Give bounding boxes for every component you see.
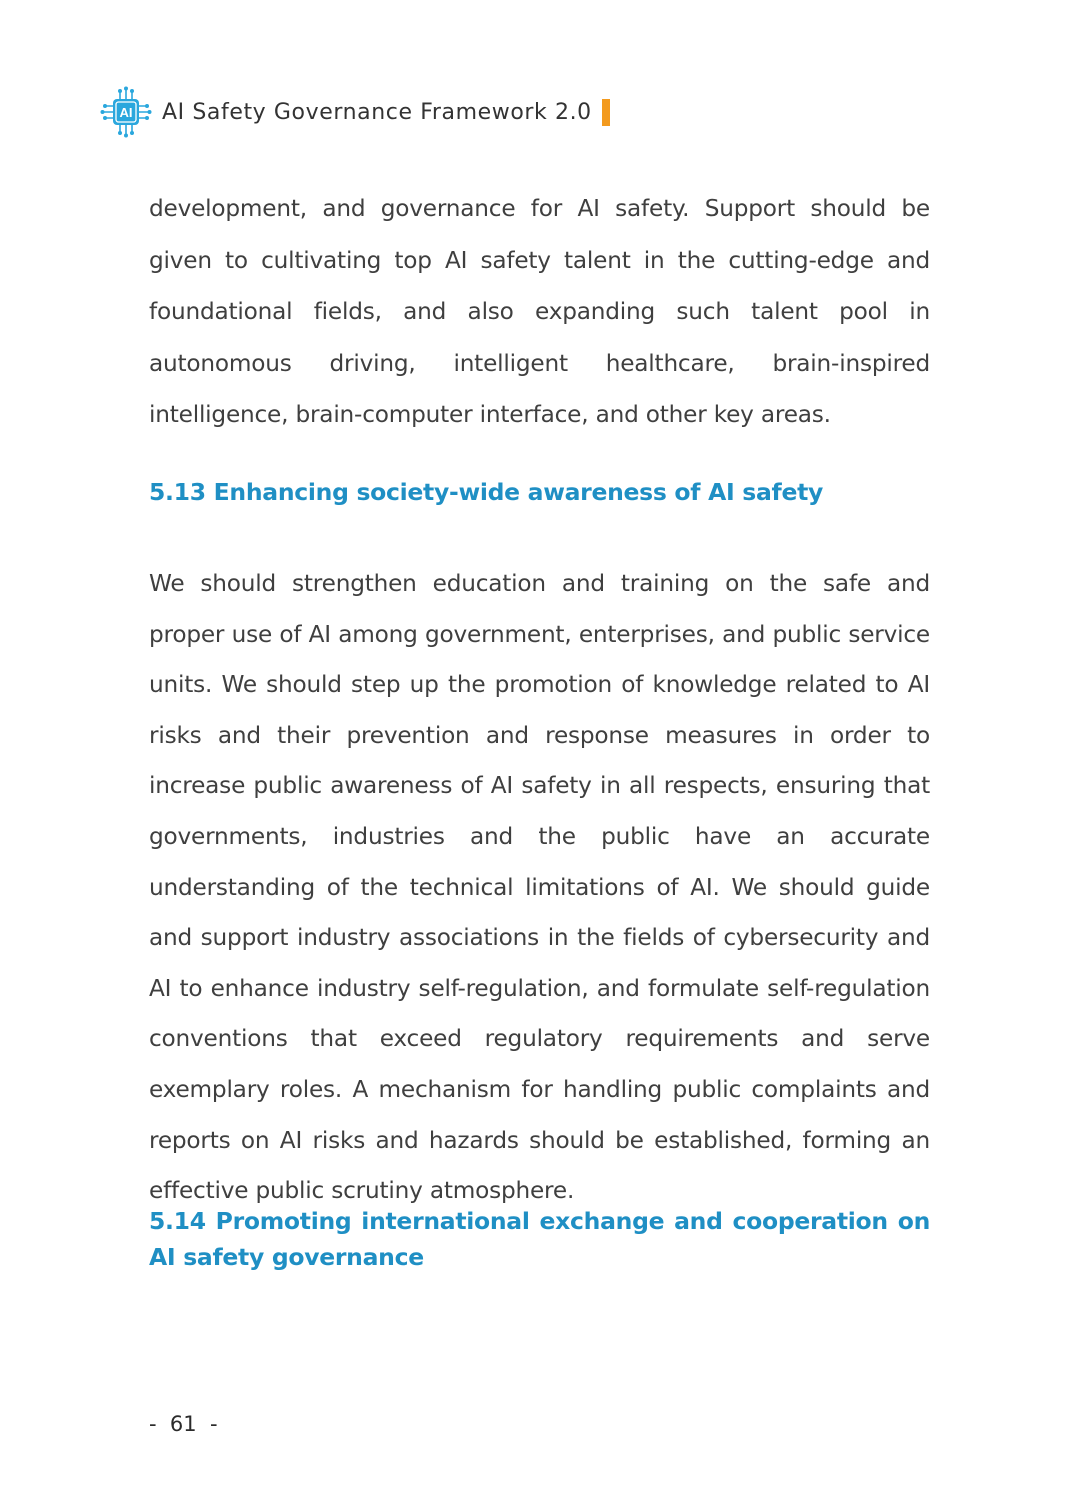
continuation-paragraph: development, and governance for AI safety. Support should be given to cultivating top AI safety talent in the cutting-edge and foundational fields, and also expanding such talent pool in autonomous driving, intelligent healthcare, brain-inspired intelligence, brain-computer interface, and other key areas.	[149, 195, 930, 429]
page-number: - 61 -	[149, 1412, 218, 1436]
section-heading-5-13: 5.13 Enhancing society-wide awareness of AI safety	[149, 478, 824, 506]
document-header	[100, 84, 610, 140]
section-heading-5-14: 5.14 Promoting international exchange and cooperation on AI safety governance	[149, 1207, 930, 1271]
section-5-13-paragraph: We should strengthen education and training on the safe and proper use of AI among government, enterprises, and public service units. We should step up the promotion of knowledge related to AI risks and their prevention and response measures in order to increase public awareness of AI safety in all respects, ensuring that governments, industries and the public have an accurate understanding of the technical limitations of AI. We should guide and support industry associations in the fields of cybersecurity and AI to enhance industry self-regulation, and formulate self-regulation conventions that exceed regulatory requirements and serve exemplary roles. A mechanism for handling public complaints and reports on AI risks and hazards should be established, forming an effective public scrutiny atmosphere.	[149, 570, 930, 1205]
ai-chip-logo-icon	[100, 86, 152, 138]
header-accent-bar	[602, 99, 610, 126]
document-title: AI Safety Governance Framework 2.0	[162, 99, 592, 125]
logo-ai-text: AI	[119, 105, 133, 120]
